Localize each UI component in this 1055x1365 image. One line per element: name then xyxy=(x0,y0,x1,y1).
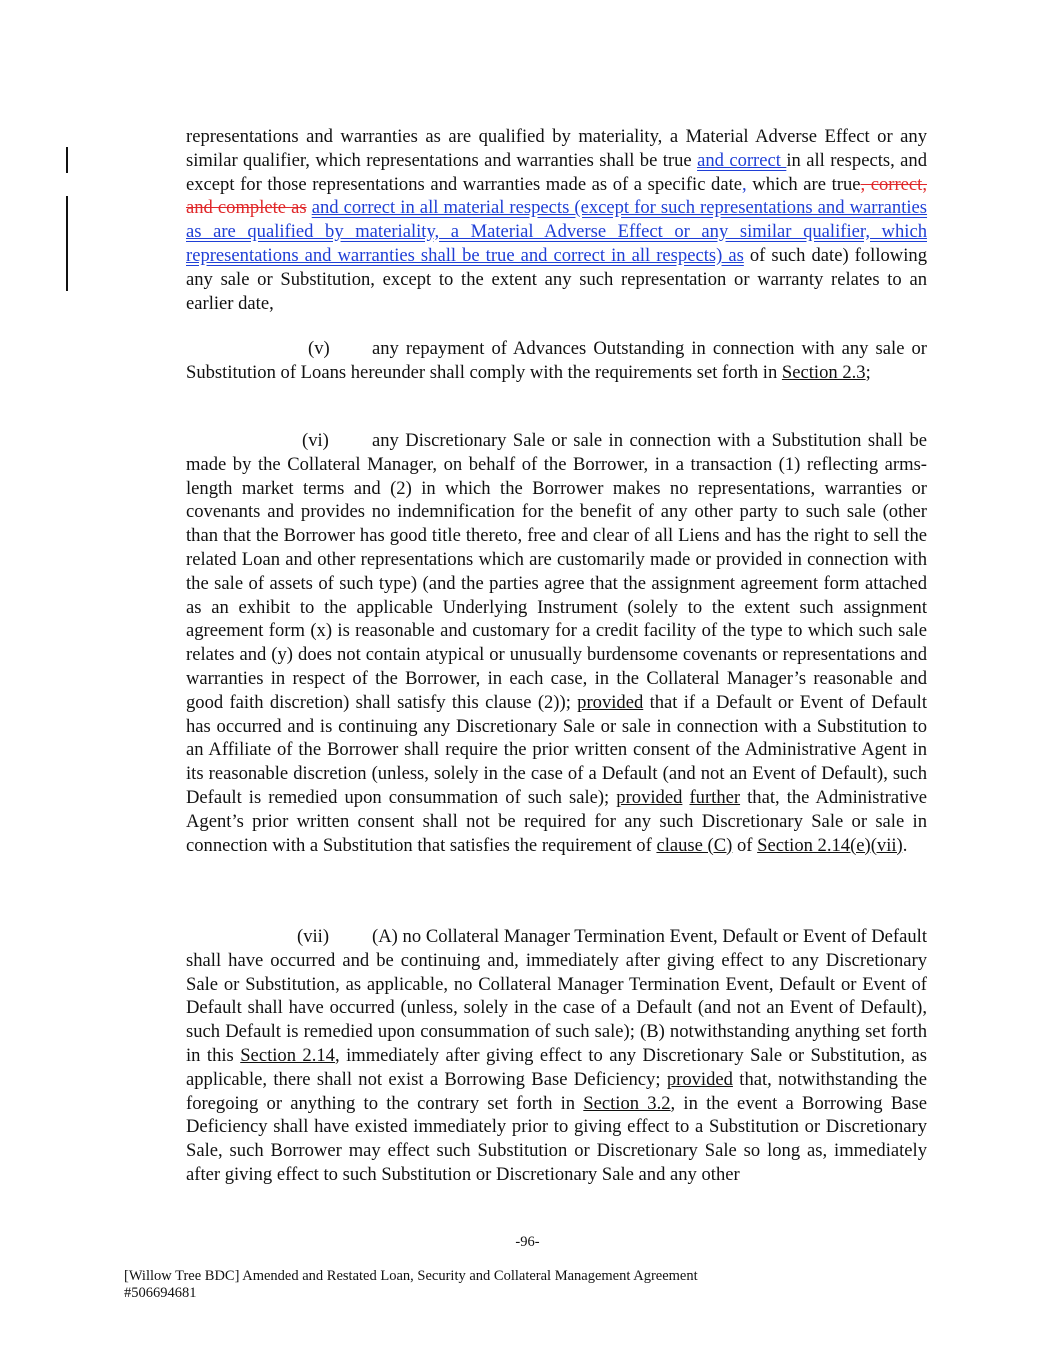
text-run: ; xyxy=(865,361,871,383)
section-reference: Section 2.14(e)(vii) xyxy=(757,834,903,856)
text-run: which are true xyxy=(746,173,861,195)
clause-vii xyxy=(186,925,927,1187)
clause-number: (vi) xyxy=(302,430,329,451)
text-run: of such date) following any sale or Substitution, except to the extent any such representation or warranty relates to an earlier date, xyxy=(186,244,927,314)
clause-vi xyxy=(186,429,927,857)
inserted-text: and correct xyxy=(697,149,787,171)
inserted-text: and correct in all material respects (except for such representations and warranties as are qualified by materiality, a Material Adverse Effect or any similar qualifier, which representations and warranties shall be true and correct in all respects) as xyxy=(186,197,928,266)
footer-title: [Willow Tree BDC] Amended and Restated Loan, Security and Collateral Management Agreement xyxy=(124,1268,698,1284)
section-reference: clause (C) xyxy=(656,834,733,856)
clause-number: (v) xyxy=(308,338,330,359)
text-run: , immediately after giving effect to any Discretionary Sale or Substitution, as applicable, there shall not exist a Borrowing Base Deficiency; xyxy=(186,1044,928,1090)
deleted-text: , correct, and complete as xyxy=(186,173,927,219)
text-run: any Discretionary Sale or sale in connection with a Substitution shall be made by the Collateral Manager, on behalf of the Borrower, in a transaction (1) reflecting arms-length market terms and (2) in which the Borrower makes no representations, warranties or covenants and provides no indemnification for the benefit of any other party to such sale (other than that the Borrower has good title thereto, free and clear of all Liens and has the right to sell the related Loan and other representations which are customarily made or provided in connection with the sale of assets of such type) (and the parties agree that the assignment agreement form attached as an exhibit to the applicable Underlying Instrument (solely to the extent such assignment agreement form (x) is reasonable and customary for a credit facility of the type to which such sale relates and (y) does not contain atypical or unusually burdensome covenants or representations and warranties in respect of the Borrower, in each case, in the Collateral Manager’s reasonable and good faith discretion) shall satisfy this clause (2)); xyxy=(186,430,927,713)
footer-doc-id: #506694681 xyxy=(124,1284,197,1301)
underlined-term: further xyxy=(689,786,741,808)
text-run: representations and warranties as are qualified by materiality, a Material Adverse Effect or any similar qualifier, which representations and warranties shall be true xyxy=(186,126,927,171)
clause-number: (vii) xyxy=(297,926,330,947)
section-reference: Section 3.2 xyxy=(583,1092,671,1114)
inserted-text: , xyxy=(742,173,747,195)
text-run: . xyxy=(902,834,908,856)
section-reference: Section 2.14 xyxy=(240,1044,335,1066)
paragraph-continuation xyxy=(186,125,927,315)
text-run: that if a Default or Event of Default has occurred and is continuing any Discretionary Sale or sale in connection with a Substitution to an Affiliate of the Borrower shall require the prior written consent of the Administrative Agent in its reasonable discretion (unless, solely in the case of a Default (and not an Event of Default), such Default is remedied upon consummation of such sale); xyxy=(186,691,927,808)
clause-v xyxy=(186,337,927,385)
text-run: that, notwithstanding the foregoing or anything to the contrary set forth in xyxy=(186,1068,928,1114)
section-reference: Section 2.3 xyxy=(781,361,866,383)
change-bar xyxy=(66,196,68,291)
text-run: that, the Administrative Agent’s prior written consent shall not be required for any such Discretionary Sale or sale in connection with a Substitution that satisfies the requirement of xyxy=(186,786,927,856)
page-number: -96- xyxy=(515,1234,540,1250)
underlined-term: provided xyxy=(616,786,683,808)
underlined-term: provided xyxy=(577,691,644,713)
underlined-term: provided xyxy=(666,1068,733,1090)
text-run: , in the event a Borrowing Base Deficiency shall have existed immediately prior to giving effect to a Substitution or Discretionary Sale, such Borrower may effect such Substitution or Discretionary Sale so long as, immediately after giving effect to such Substitution or Discretionary Sale and any other xyxy=(186,1092,927,1185)
document-footer xyxy=(124,1268,698,1301)
text-run: of xyxy=(732,834,758,856)
text-run: any repayment of Advances Outstanding in connection with any sale or Substitution of Loans hereunder shall comply with the requirements set forth in xyxy=(186,338,927,383)
text-run: in all respects, and except for those representations and warranties made as of a specific date xyxy=(186,149,928,195)
change-bar xyxy=(66,147,68,173)
text-run: (A) no Collateral Manager Termination Event, Default or Event of Default shall have occurred and be continuing and, immediately after giving effect to any Discretionary Sale or Substitution, as applicable, no Collateral Manager Termination Event, Default or Event of Default shall have occurred (unless, solely in the case of a Default (and not an Event of Default), such Default is remedied upon consummation of such sale); (B) notwithstanding anything set forth in this xyxy=(186,926,927,1066)
